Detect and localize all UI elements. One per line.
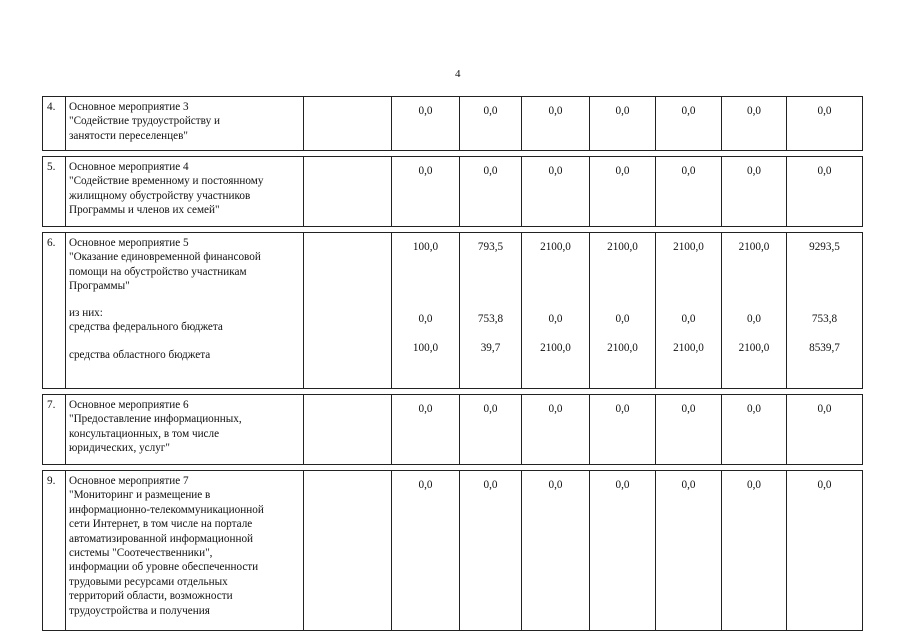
total-value: 0,0 (548, 403, 563, 415)
value-cell (722, 157, 787, 227)
value-cell (787, 157, 863, 227)
total-value: 2100,0 (607, 241, 638, 253)
activity-description-line: помощи на обустройство участникам (69, 265, 247, 278)
total-value: 2100,0 (540, 241, 571, 253)
activity-description-line: автоматизированной информационной (69, 532, 254, 545)
empty-column-cell (304, 471, 392, 631)
total-value: 0,0 (681, 105, 696, 117)
spacer (460, 254, 521, 312)
activity-description-line: территорий области, возможности (69, 590, 233, 603)
activity-title: Основное мероприятие 3 (69, 101, 189, 113)
total-value: 0,0 (615, 479, 630, 491)
total-value: 0,0 (418, 105, 433, 117)
value-cell (656, 157, 722, 227)
total-value: 0,0 (747, 165, 761, 177)
activity-description-line: консультационных, в том числе (69, 427, 220, 440)
activity-title: Основное мероприятие 4 (69, 161, 189, 173)
value-cell (522, 471, 590, 631)
total-value: 0,0 (817, 479, 832, 491)
total-value: 0,0 (681, 165, 696, 177)
spacer (69, 294, 301, 306)
total-value: 0,0 (817, 105, 832, 117)
total-value: 0,0 (615, 105, 630, 117)
value-cell (590, 395, 656, 465)
spacer (392, 254, 459, 312)
activity-description-line: "Содействие временному и постоянному (69, 175, 264, 188)
value-cell (787, 395, 863, 465)
activity-title: Основное мероприятие 6 (69, 399, 189, 411)
value-cell (460, 471, 522, 631)
regional-value: 2100,0 (540, 341, 571, 354)
value-cell (656, 395, 722, 465)
activity-description-line: "Содействие трудоустройству и (69, 115, 220, 128)
value-cell (590, 97, 656, 151)
value-cell (722, 471, 787, 631)
value-cell (656, 233, 722, 389)
value-cell (460, 97, 522, 151)
spacer (522, 254, 589, 312)
total-value: 0,0 (747, 403, 761, 415)
spacer (392, 327, 459, 341)
row-number: 5. (43, 157, 66, 227)
total-value: 0,0 (548, 479, 563, 491)
table-row (43, 97, 863, 151)
activity-title: Основное мероприятие 5 (69, 237, 189, 249)
activity-description-line: информации об уровне обеспеченности (69, 561, 259, 574)
row-number: 9. (43, 471, 66, 631)
table-row (43, 233, 863, 389)
empty-column-cell (304, 395, 392, 465)
value-cell (590, 471, 656, 631)
activity-description-line: сети Интернет, в том числе на портале (69, 518, 253, 531)
spacer (69, 334, 301, 348)
activity-description (66, 395, 304, 465)
regional-value: 2100,0 (673, 341, 704, 354)
total-value: 0,0 (483, 165, 498, 177)
value-cell (460, 395, 522, 465)
page-number: 4 (455, 68, 461, 80)
total-value: 793,5 (477, 241, 504, 253)
empty-column-cell (304, 157, 392, 227)
federal-value: 0,0 (681, 313, 696, 326)
spacer (722, 327, 786, 341)
empty-column-cell (304, 233, 392, 389)
spacer (590, 254, 655, 312)
value-cell (392, 471, 460, 631)
federal-value: 0,0 (548, 313, 563, 326)
regional-value: 39,7 (480, 341, 501, 354)
total-value: 0,0 (418, 403, 433, 415)
value-cell (522, 97, 590, 151)
row-number: 4. (43, 97, 66, 151)
total-value: 0,0 (681, 479, 696, 491)
value-cell (392, 157, 460, 227)
total-value: 0,0 (747, 105, 761, 117)
activity-description-line: информационно-телекоммуникационной (69, 503, 264, 516)
spacer (460, 327, 521, 341)
row-number: 6. (43, 233, 66, 389)
activity-description-line: "Предоставление информационных, (69, 413, 242, 426)
total-value: 0,0 (681, 403, 696, 415)
federal-value: 753,8 (477, 313, 504, 326)
program-activities-table (42, 96, 863, 631)
spacer (590, 327, 655, 341)
activity-description (66, 157, 304, 227)
table-row (43, 157, 863, 227)
total-value: 0,0 (615, 403, 630, 415)
total-value: 100,0 (412, 241, 439, 253)
spacer (722, 254, 786, 312)
total-value: 0,0 (817, 403, 832, 415)
value-cell (722, 97, 787, 151)
activity-description (66, 471, 304, 631)
spacer (787, 254, 862, 312)
activity-description-line: "Мониторинг и размещение в (69, 489, 211, 502)
total-value: 0,0 (615, 165, 630, 177)
total-value: 0,0 (483, 479, 498, 491)
value-cell (392, 395, 460, 465)
total-value: 2100,0 (673, 241, 704, 253)
federal-value: 0,0 (418, 313, 433, 326)
value-cell (787, 233, 863, 389)
activity-description-line: жилищному обустройству участников (69, 189, 251, 202)
federal-budget-label: средства федерального бюджета (69, 321, 223, 334)
value-cell (522, 233, 590, 389)
activity-description-line: системы "Соотечественники", (69, 547, 213, 560)
table-row (43, 395, 863, 465)
value-cell (656, 97, 722, 151)
activity-description (66, 233, 304, 389)
total-value: 0,0 (418, 165, 433, 177)
total-value: 0,0 (418, 479, 433, 491)
activity-description-line: трудовыми ресурсами отдельных (69, 575, 228, 588)
total-value: 2100,0 (738, 241, 770, 253)
value-cell (590, 233, 656, 389)
total-value: 9293,5 (809, 241, 840, 253)
total-value: 0,0 (483, 105, 498, 117)
value-cell (722, 395, 787, 465)
value-cell (460, 157, 522, 227)
regional-value: 2100,0 (738, 341, 770, 354)
federal-value: 0,0 (747, 313, 761, 326)
empty-column-cell (304, 97, 392, 151)
row-number: 7. (43, 395, 66, 465)
value-cell (392, 233, 460, 389)
value-cell (460, 233, 522, 389)
of-which-label: из них: (69, 306, 103, 319)
federal-value: 753,8 (811, 313, 838, 326)
activity-description-line: занятости переселенцев" (69, 129, 188, 142)
total-value: 0,0 (548, 105, 563, 117)
activity-description (66, 97, 304, 151)
spacer (522, 327, 589, 341)
value-cell (656, 471, 722, 631)
spacer (787, 327, 862, 341)
activity-title: Основное мероприятие 7 (69, 475, 189, 487)
table-row (43, 471, 863, 631)
regional-value: 100,0 (412, 341, 439, 354)
value-cell (590, 157, 656, 227)
regional-budget-label: средства областного бюджета (69, 349, 211, 362)
total-value: 0,0 (483, 403, 498, 415)
activity-description-line: юридических, услуг" (69, 442, 170, 455)
activity-description-line: трудоустройства и получения (69, 604, 210, 617)
value-cell (392, 97, 460, 151)
value-cell (522, 157, 590, 227)
regional-value: 2100,0 (607, 341, 638, 354)
total-value: 0,0 (747, 479, 761, 491)
activity-description-line: Программы" (69, 280, 130, 293)
value-cell (787, 471, 863, 631)
value-cell (722, 233, 787, 389)
spacer (656, 327, 721, 341)
activity-description-line: Программы и членов их семей" (69, 204, 220, 217)
activity-description-line: "Оказание единовременной финансовой (69, 251, 261, 264)
total-value: 0,0 (548, 165, 563, 177)
value-cell (787, 97, 863, 151)
federal-value: 0,0 (615, 313, 630, 326)
regional-value: 8539,7 (809, 341, 840, 354)
total-value: 0,0 (817, 165, 832, 177)
spacer (656, 254, 721, 312)
value-cell (522, 395, 590, 465)
